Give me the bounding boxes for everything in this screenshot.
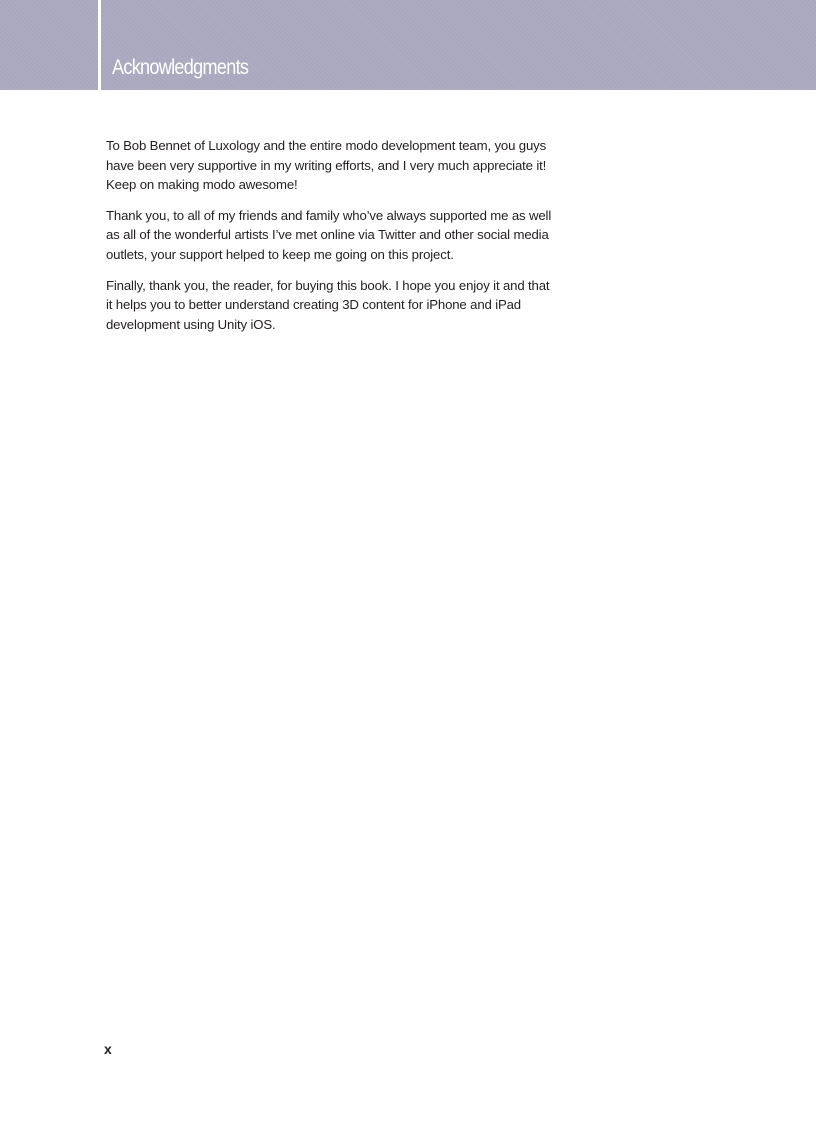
paragraph: To Bob Bennet of Luxology and the entire modo development team, you guys have been very supportive in my writing efforts, and I very much appreciate it! Keep on making modo awesome! <box>106 138 547 193</box>
paragraph: Thank you, to all of my friends and family who’ve always supported me as well as all of the wonderful artists I’ve met online via Twitter and other social media outlets, your support helped to keep me going on this project. <box>106 207 552 262</box>
body-text <box>106 136 556 345</box>
page-number: x <box>104 1041 112 1057</box>
chapter-title: Acknowledgments <box>112 56 249 79</box>
header-divider-rule <box>98 0 101 90</box>
paragraph: Finally, thank you, the reader, for buying this book. I hope you enjoy it and that it helps you to better understand creating 3D content for iPhone and iPad development using Unity iOS. <box>106 277 550 332</box>
